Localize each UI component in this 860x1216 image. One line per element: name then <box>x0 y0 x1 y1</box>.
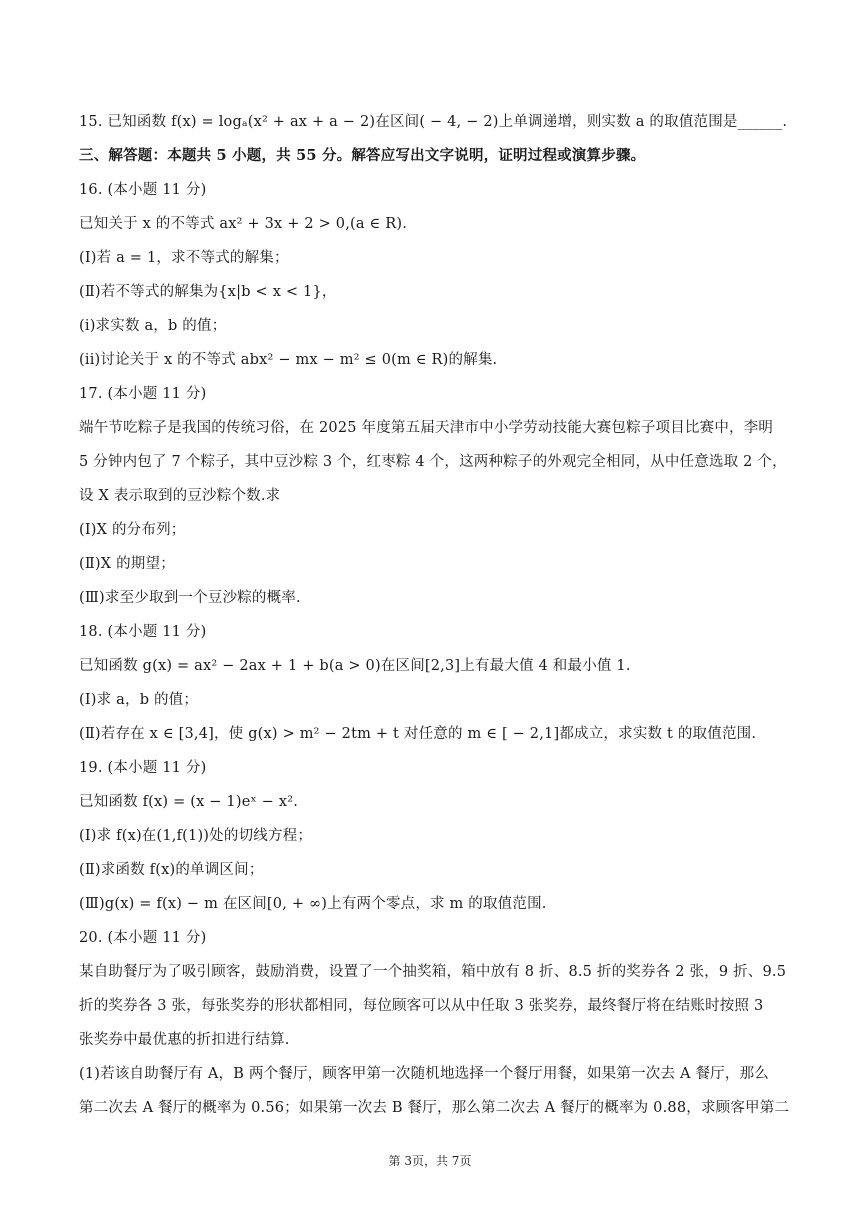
page-footer: 第 3页，共 7页 <box>388 1154 472 1168</box>
question-17-stem-line-1: 端午节吃粽子是我国的传统习俗，在 2025 年度第五届天津市中小学劳动技能大赛包粽子项目比赛中，李明 <box>79 420 774 436</box>
question-18-part-1: (I)求 a，b 的值； <box>79 692 199 708</box>
question-16-part-2: (Ⅱ)若不等式的解集为{x|b < x < 1}， <box>79 284 337 300</box>
question-20-stem-line-1: 某自助餐厅为了吸引顾客，鼓励消费，设置了一个抽奖箱，箱中放有 8 折、8.5 折的奖券各 2 张，9 折、9.5 <box>79 964 787 980</box>
question-16-part-2-i: (i)求实数 a，b 的值； <box>79 318 227 334</box>
question-16-header: 16. (本小题 11 分) <box>79 182 207 198</box>
question-20-part-1-line-2: 第二次去 A 餐厅的概率为 0.56；如果第一次去 B 餐厅，那么第二次去 A 餐厅的概率为 0.88，求顾客甲第二 <box>79 1100 790 1116</box>
question-17-stem-line-2: 5 分钟内包了 7 个粽子，其中豆沙粽 3 个，红枣粽 4 个，这两种粽子的外观完全相同，从中任意选取 2 个， <box>79 454 787 470</box>
question-19-header: 19. (本小题 11 分) <box>79 760 207 776</box>
question-19-part-3: (Ⅲ)g(x) = f(x) − m 在区间[0, + ∞)上有两个零点，求 m 的取值范围. <box>79 896 547 912</box>
question-17-part-1: (I)X 的分布列； <box>79 522 186 538</box>
question-15: 15. 已知函数 f(x) = logₐ(x² + ax + a − 2)在区间( − 4, − 2)上单调递增，则实数 a 的取值范围是______. <box>79 114 788 130</box>
question-16-stem: 已知关于 x 的不等式 ax² + 3x + 2 > 0,(a ∈ R). <box>79 216 408 232</box>
question-16-part-2-ii: (ii)讨论关于 x 的不等式 abx² − mx − m² ≤ 0(m ∈ R)的解集. <box>79 352 498 368</box>
question-19-part-1: (I)求 f(x)在(1,f(1))处的切线方程； <box>79 828 313 844</box>
question-18-header: 18. (本小题 11 分) <box>79 624 207 640</box>
section-heading: 三、解答题：本题共 5 小题，共 55 分。解答应写出文字说明，证明过程或演算步骤。 <box>79 147 646 164</box>
question-19-part-2: (Ⅱ)求函数 f(x)的单调区间； <box>79 862 264 878</box>
question-20-part-1-line-1: (1)若该自助餐厅有 A，B 两个餐厅，顾客甲第一次随机地选择一个餐厅用餐，如果第一次去 A 餐厅，那么 <box>79 1066 769 1082</box>
question-16-part-1: (I)若 a = 1，求不等式的解集； <box>79 250 289 266</box>
question-20-stem-line-3: 张奖券中最优惠的折扣进行结算. <box>79 1032 290 1048</box>
question-17-part-2: (Ⅱ)X 的期望； <box>79 556 175 572</box>
question-17-header: 17. (本小题 11 分) <box>79 386 207 402</box>
question-18-stem: 已知函数 g(x) = ax² − 2ax + 1 + b(a > 0)在区间[2,3]上有最大值 4 和最小值 1. <box>79 658 631 674</box>
question-20-header: 20. (本小题 11 分) <box>79 930 207 946</box>
question-17-part-3: (Ⅲ)求至少取到一个豆沙粽的概率. <box>79 590 301 606</box>
question-20-stem-line-2: 折的奖券各 3 张，每张奖券的形状都相同，每位顾客可以从中任取 3 张奖券，最终餐厅将在结账时按照 3 <box>79 998 764 1014</box>
question-19-stem: 已知函数 f(x) = (x − 1)eˣ − x². <box>79 794 299 810</box>
question-18-part-2: (Ⅱ)若存在 x ∈ [3,4]，使 g(x) > m² − 2tm + t 对任意的 m ∈ [ − 2,1]都成立，求实数 t 的取值范围. <box>79 726 757 742</box>
question-17-stem-line-3: 设 X 表示取到的豆沙粽个数.求 <box>79 488 281 504</box>
